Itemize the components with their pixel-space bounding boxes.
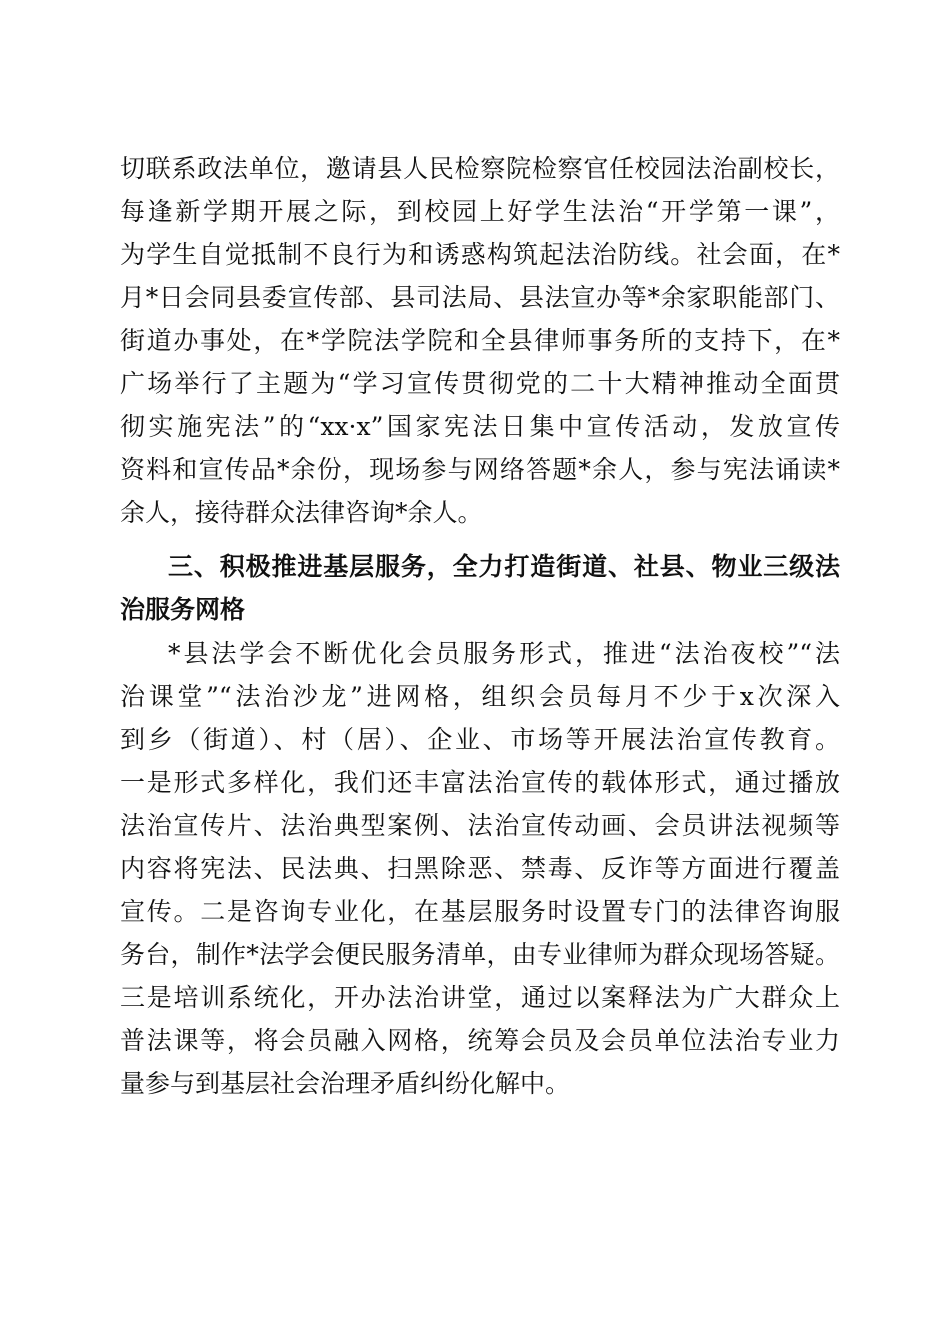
paragraph-line: 切联系政法单位，邀请县人民检察院检察官任校园法治副校长， bbox=[120, 154, 840, 183]
paragraph-legal-publicity-activities bbox=[120, 147, 840, 534]
paragraph-line: 治课堂”“法治沙龙”进网格，组织会员每月不少于x次深入 bbox=[120, 682, 840, 711]
heading-line: 治服务网格 bbox=[120, 595, 246, 624]
paragraph-line: 务台，制作*法学会便民服务清单，由专业律师为群众现场答疑。 bbox=[120, 940, 840, 969]
section-heading-3 bbox=[120, 545, 840, 631]
paragraph-line: 广场举行了主题为“学习宣传贯彻党的二十大精神推动全面贯 bbox=[120, 369, 840, 398]
paragraph-line: 宣传。二是咨询专业化，在基层服务时设置专门的法律咨询服 bbox=[120, 897, 840, 926]
paragraph-line: 资料和宣传品*余份，现场参与网络答题*余人，参与宪法诵读* bbox=[120, 455, 840, 484]
paragraph-line: 三是培训系统化，开办法治讲堂，通过以案释法为广大群众上 bbox=[120, 983, 840, 1012]
paragraph-line: 彻实施宪法”的“xx·x”国家宪法日集中宣传活动，发放宣传 bbox=[120, 412, 840, 441]
paragraph-line: 街道办事处，在*学院法学院和全县律师事务所的支持下，在* bbox=[120, 326, 840, 355]
paragraph-line: *县法学会不断优化会员服务形式，推进“法治夜校”“法 bbox=[168, 639, 840, 668]
paragraph-line: 为学生自觉抵制不良行为和诱惑构筑起法治防线。社会面，在* bbox=[120, 240, 840, 269]
paragraph-line: 到乡（街道）、村（居）、企业、市场等开展法治宣传教育。 bbox=[120, 725, 840, 754]
paragraph-line: 法治宣传片、法治典型案例、法治宣传动画、会员讲法视频等 bbox=[120, 811, 840, 840]
heading-line: 三、积极推进基层服务，全力打造街道、社县、物业三级法 bbox=[168, 552, 840, 581]
paragraph-line: 普法课等，将会员融入网格，统筹会员及会员单位法治专业力 bbox=[120, 1026, 840, 1055]
paragraph-line: 余人，接待群众法律咨询*余人。 bbox=[120, 498, 483, 527]
paragraph-line: 量参与到基层社会治理矛盾纠纷化解中。 bbox=[120, 1069, 571, 1098]
paragraph-grassroots-services bbox=[120, 632, 840, 1105]
paragraph-line: 月*日会同县委宣传部、县司法局、县法宣办等*余家职能部门、 bbox=[120, 283, 840, 312]
paragraph-line: 内容将宪法、民法典、扫黑除恶、禁毒、反诈等方面进行覆盖 bbox=[120, 854, 840, 883]
paragraph-line: 一是形式多样化，我们还丰富法治宣传的载体形式，通过播放 bbox=[120, 768, 840, 797]
paragraph-line: 每逢新学期开展之际，到校园上好学生法治“开学第一课”， bbox=[120, 197, 840, 226]
